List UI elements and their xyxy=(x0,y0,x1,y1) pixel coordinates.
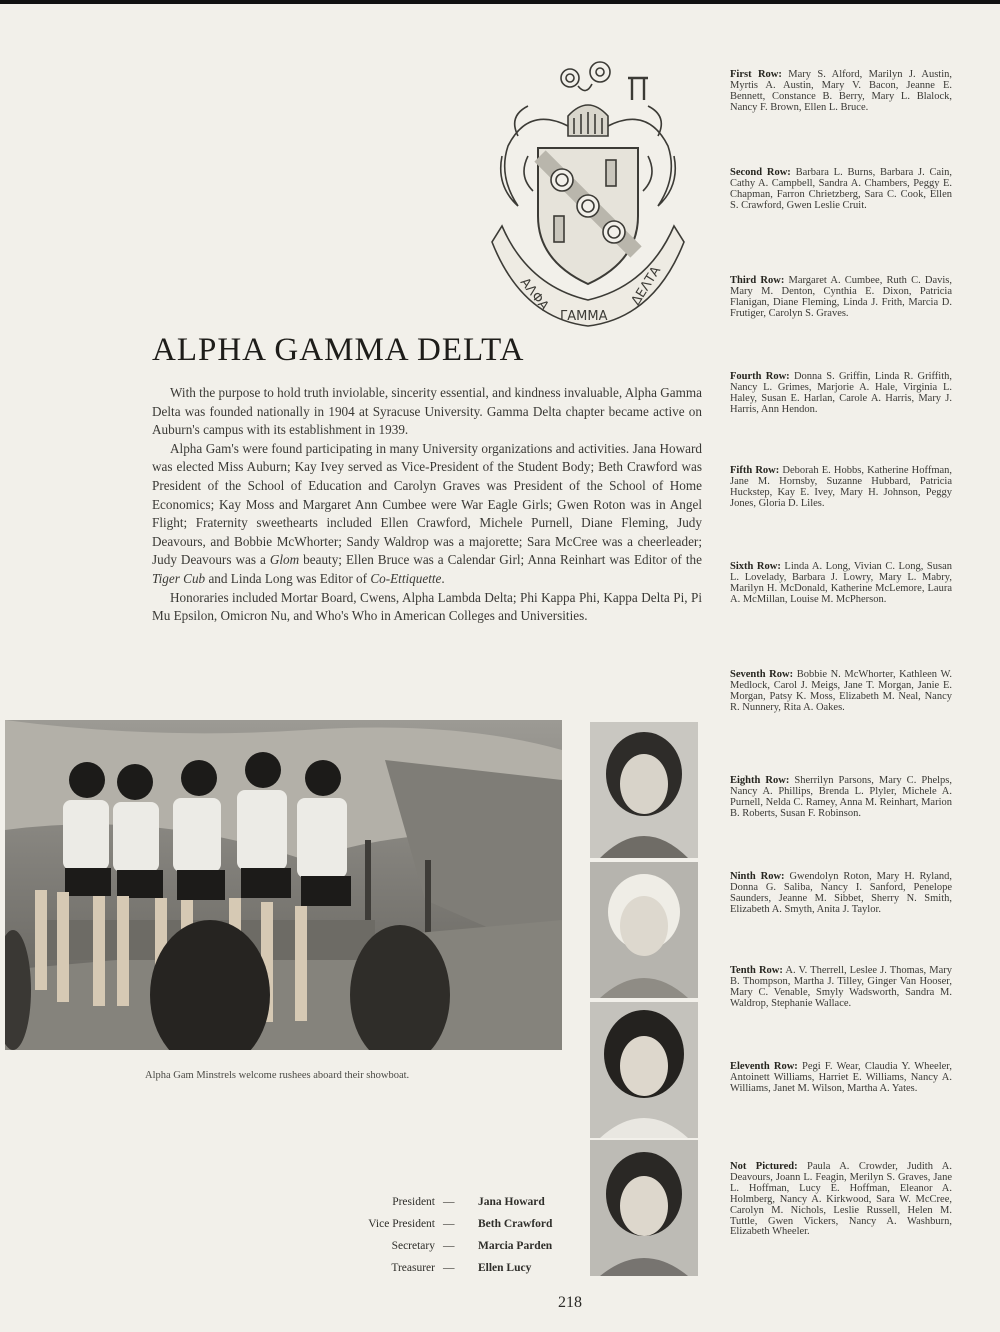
row-label: Eleventh Row: xyxy=(730,1061,798,1072)
officer-role: Secretary xyxy=(391,1240,435,1252)
portrait-1 xyxy=(590,722,698,858)
glom-title: Glom xyxy=(269,552,300,568)
row-label: Ninth Row: xyxy=(730,871,785,882)
officer-dash: — xyxy=(443,1262,455,1274)
row-names: Margaret A. Cumbee, Ruth C. Davis, Mary M. Denton, Cynthia E. Dixon, Patricia Flanigan, Diane Fleming, Linda J. Frith, Marcia D. Frutiger, Carolyn S. Graves. xyxy=(730,275,952,319)
officer-role: President xyxy=(392,1196,435,1208)
member-row-block xyxy=(730,1162,952,1238)
co-ettiquette-title: Co-Ettiquette xyxy=(370,570,442,586)
row-names: A. V. Therrell, Leslee J. Thomas, Mary B. Thompson, Martha J. Tilley, Ginger Van Hooser, Mary C. Venable, Smyly Wadsworth, Sandra M. Waldrop, Stephanie Wallace. xyxy=(730,965,952,1009)
row-label: Fourth Row: xyxy=(730,371,790,382)
tiger-cub-title: Tiger Cub xyxy=(152,570,206,586)
member-row-block xyxy=(730,670,952,714)
photo-caption: Alpha Gam Minstrels welcome rushees aboard their showboat. xyxy=(145,1070,410,1081)
member-row-block xyxy=(730,1062,952,1095)
intro-paragraph-2 xyxy=(152,440,702,589)
member-row-block xyxy=(730,276,952,320)
row-label: Fifth Row: xyxy=(730,465,780,476)
member-row-block xyxy=(730,70,952,114)
officer-row xyxy=(300,1218,560,1240)
officer-row xyxy=(300,1262,560,1284)
intro-text xyxy=(152,384,702,626)
page-number: 218 xyxy=(558,1294,582,1311)
page-title: ALPHA GAMMA DELTA xyxy=(152,332,525,368)
portrait-2 xyxy=(590,862,698,998)
portrait-4 xyxy=(590,1140,698,1276)
officers-list xyxy=(300,1196,560,1284)
row-names: Bobbie N. McWhorter, Kathleen W. Medlock, Carol J. Meigs, Jane T. Morgan, Janie E. Morgan, Patsy K. Moss, Elizabeth M. Neal, Nancy R. Nunnery, Rita A. Oakes. xyxy=(730,669,953,713)
member-row-block xyxy=(730,168,952,212)
intro-glom-after: beauty; Ellen Bruce was a Calendar Girl; Anna Reinhart was Editor of the xyxy=(299,552,703,568)
row-label: Third Row: xyxy=(730,275,785,286)
member-row-block xyxy=(730,776,952,820)
crest-text-left: ΑΛΦΑ xyxy=(516,275,552,314)
officer-dash: — xyxy=(443,1218,455,1230)
officer-name: Ellen Lucy xyxy=(478,1262,532,1274)
row-label: Second Row: xyxy=(730,167,791,178)
top-border xyxy=(0,0,1000,4)
officer-row xyxy=(300,1196,560,1218)
row-label: Not Pictured: xyxy=(730,1161,798,1172)
row-names: Deborah E. Hobbs, Katherine Hoffman, Jane M. Hornsby, Suzanne Hubbard, Patricia Huckstep, Kay E. Ivey, Mary H. Johnson, Peggy Jones, Gloria D. Liles. xyxy=(730,465,953,509)
row-names: Sherrilyn Parsons, Mary C. Phelps, Nancy A. Phillips, Brenda L. Plyler, Michele A. Purnell, Nelda C. Ramey, Anna M. Reinhart, Marion B. Roberts, Susan F. Robinson. xyxy=(730,775,953,819)
officer-role: Vice President xyxy=(368,1218,435,1230)
member-row-block xyxy=(730,372,952,416)
intro-tiger-after: and Linda Long was Editor of xyxy=(205,570,371,586)
officer-dash: — xyxy=(443,1240,455,1252)
row-names: Paula A. Crowder, Judith A. Deavours, Joann L. Feagin, Merilyn S. Graves, Jane L. Hoffman, Lucy E. Hoffman, Eleanor A. Holmberg, Nancy A. Kirkwood, Sara W. McCree, Carolyn M. Nichols, Leslie Russell, Helen M. Tuttle, Gwen Vickers, Nancy A. Washburn, Elizabeth Wheeler. xyxy=(730,1161,953,1238)
coat-of-arms-crest xyxy=(488,56,688,336)
row-label: Eighth Row: xyxy=(730,775,790,786)
row-label: Sixth Row: xyxy=(730,561,781,572)
row-label: Seventh Row: xyxy=(730,669,794,680)
intro-paragraph-3: Honoraries included Mortar Board, Cwens, Alpha Lambda Delta; Phi Kappa Phi, Kappa Delta Pi, Pi Mu Epsilon, Omicron Nu, and Who's Who in American Colleges and Universities. xyxy=(152,589,702,624)
minstrels-photo xyxy=(5,720,562,1050)
row-names: Barbara L. Burns, Barbara J. Cain, Cathy A. Campbell, Sandra A. Chambers, Peggy E. Chapman, Farron Chrietzberg, Sara C. Cook, Ellen S. Crawford, Gwen Leslie Cruit. xyxy=(730,167,953,211)
member-row-block xyxy=(730,966,952,1010)
officer-row xyxy=(300,1240,560,1262)
crest-text-bottom: ΓΑΜΜΑ xyxy=(560,309,608,324)
intro-paragraph-2-text: Alpha Gam's were found participating in many University organizations and activities. Jana Howard was elected Miss Auburn; Kay Ivey served as Vice-President of the Student Body; Beth Crawford was President of the School of Education and Carolyn Graves was President of the School of Home Economics; Kay Moss and Margaret Ann Cumbee were War Eagle Girls; Gwen Roton was in Angel Flight; Fraternity sweethearts included Ellen Crawford, Michele Purnell, Diane Fleming, Judy Deavours, and Bobbie McWhorter; Sandy Waldrop was a majorette; Sara McCree was a cheerleader; Judy Deavours was a xyxy=(152,440,702,568)
crest-text-right: ΔΕΛΤΑ xyxy=(628,263,665,309)
row-label: First Row: xyxy=(730,69,782,80)
row-names: Pegi F. Wear, Claudia Y. Wheeler, Antoinett Williams, Harriet E. Williams, Nancy A. Williams, Janet M. Wilson, Martha A. Yates. xyxy=(730,1061,952,1094)
row-names: Mary S. Alford, Marilyn J. Austin, Myrtis A. Austin, Mary V. Bacon, Jeanne E. Bennett, Constance B. Berry, Mary L. Blalock, Nancy F. Brown, Ellen L. Bruce. xyxy=(730,69,952,113)
member-row-block xyxy=(730,466,952,510)
officer-role: Treasurer xyxy=(391,1262,435,1274)
row-label: Tenth Row: xyxy=(730,965,783,976)
intro-end: . xyxy=(441,570,445,586)
officer-name: Jana Howard xyxy=(478,1196,545,1208)
member-row-block xyxy=(730,562,952,606)
row-names: Gwendolyn Roton, Mary H. Ryland, Donna G. Saliba, Nancy I. Sanford, Penelope Saunders, Jeanne M. Sibbet, Sherry N. Smith, Elizabeth A. Smyth, Anita J. Taylor. xyxy=(730,871,952,915)
member-row-block xyxy=(730,872,952,916)
officer-name: Beth Crawford xyxy=(478,1218,553,1230)
row-names: Donna S. Griffin, Linda R. Griffith, Nancy L. Grimes, Marjorie A. Hale, Virginia L. Haley, Susan E. Harlan, Carole A. Harris, Mary J. Harris, Ann Hendon. xyxy=(730,371,952,415)
officer-dash: — xyxy=(443,1196,455,1208)
row-names: Linda A. Long, Vivian C. Long, Susan L. Lovelady, Barbara J. Lowry, Mary L. Mabry, Marilyn H. McDonald, Katherine McLemore, Laura A. McMillan, Louise M. McPherson. xyxy=(730,561,952,605)
officer-name: Marcia Parden xyxy=(478,1240,553,1252)
portrait-3 xyxy=(590,1002,698,1138)
intro-paragraph-1: With the purpose to hold truth inviolable, sincerity essential, and kindness invaluable, Alpha Gamma Delta was founded nationally in 1904 at Syracuse University. Gamma Delta chapter became active on Auburn's campus with its establishment in 1939. xyxy=(152,385,702,438)
